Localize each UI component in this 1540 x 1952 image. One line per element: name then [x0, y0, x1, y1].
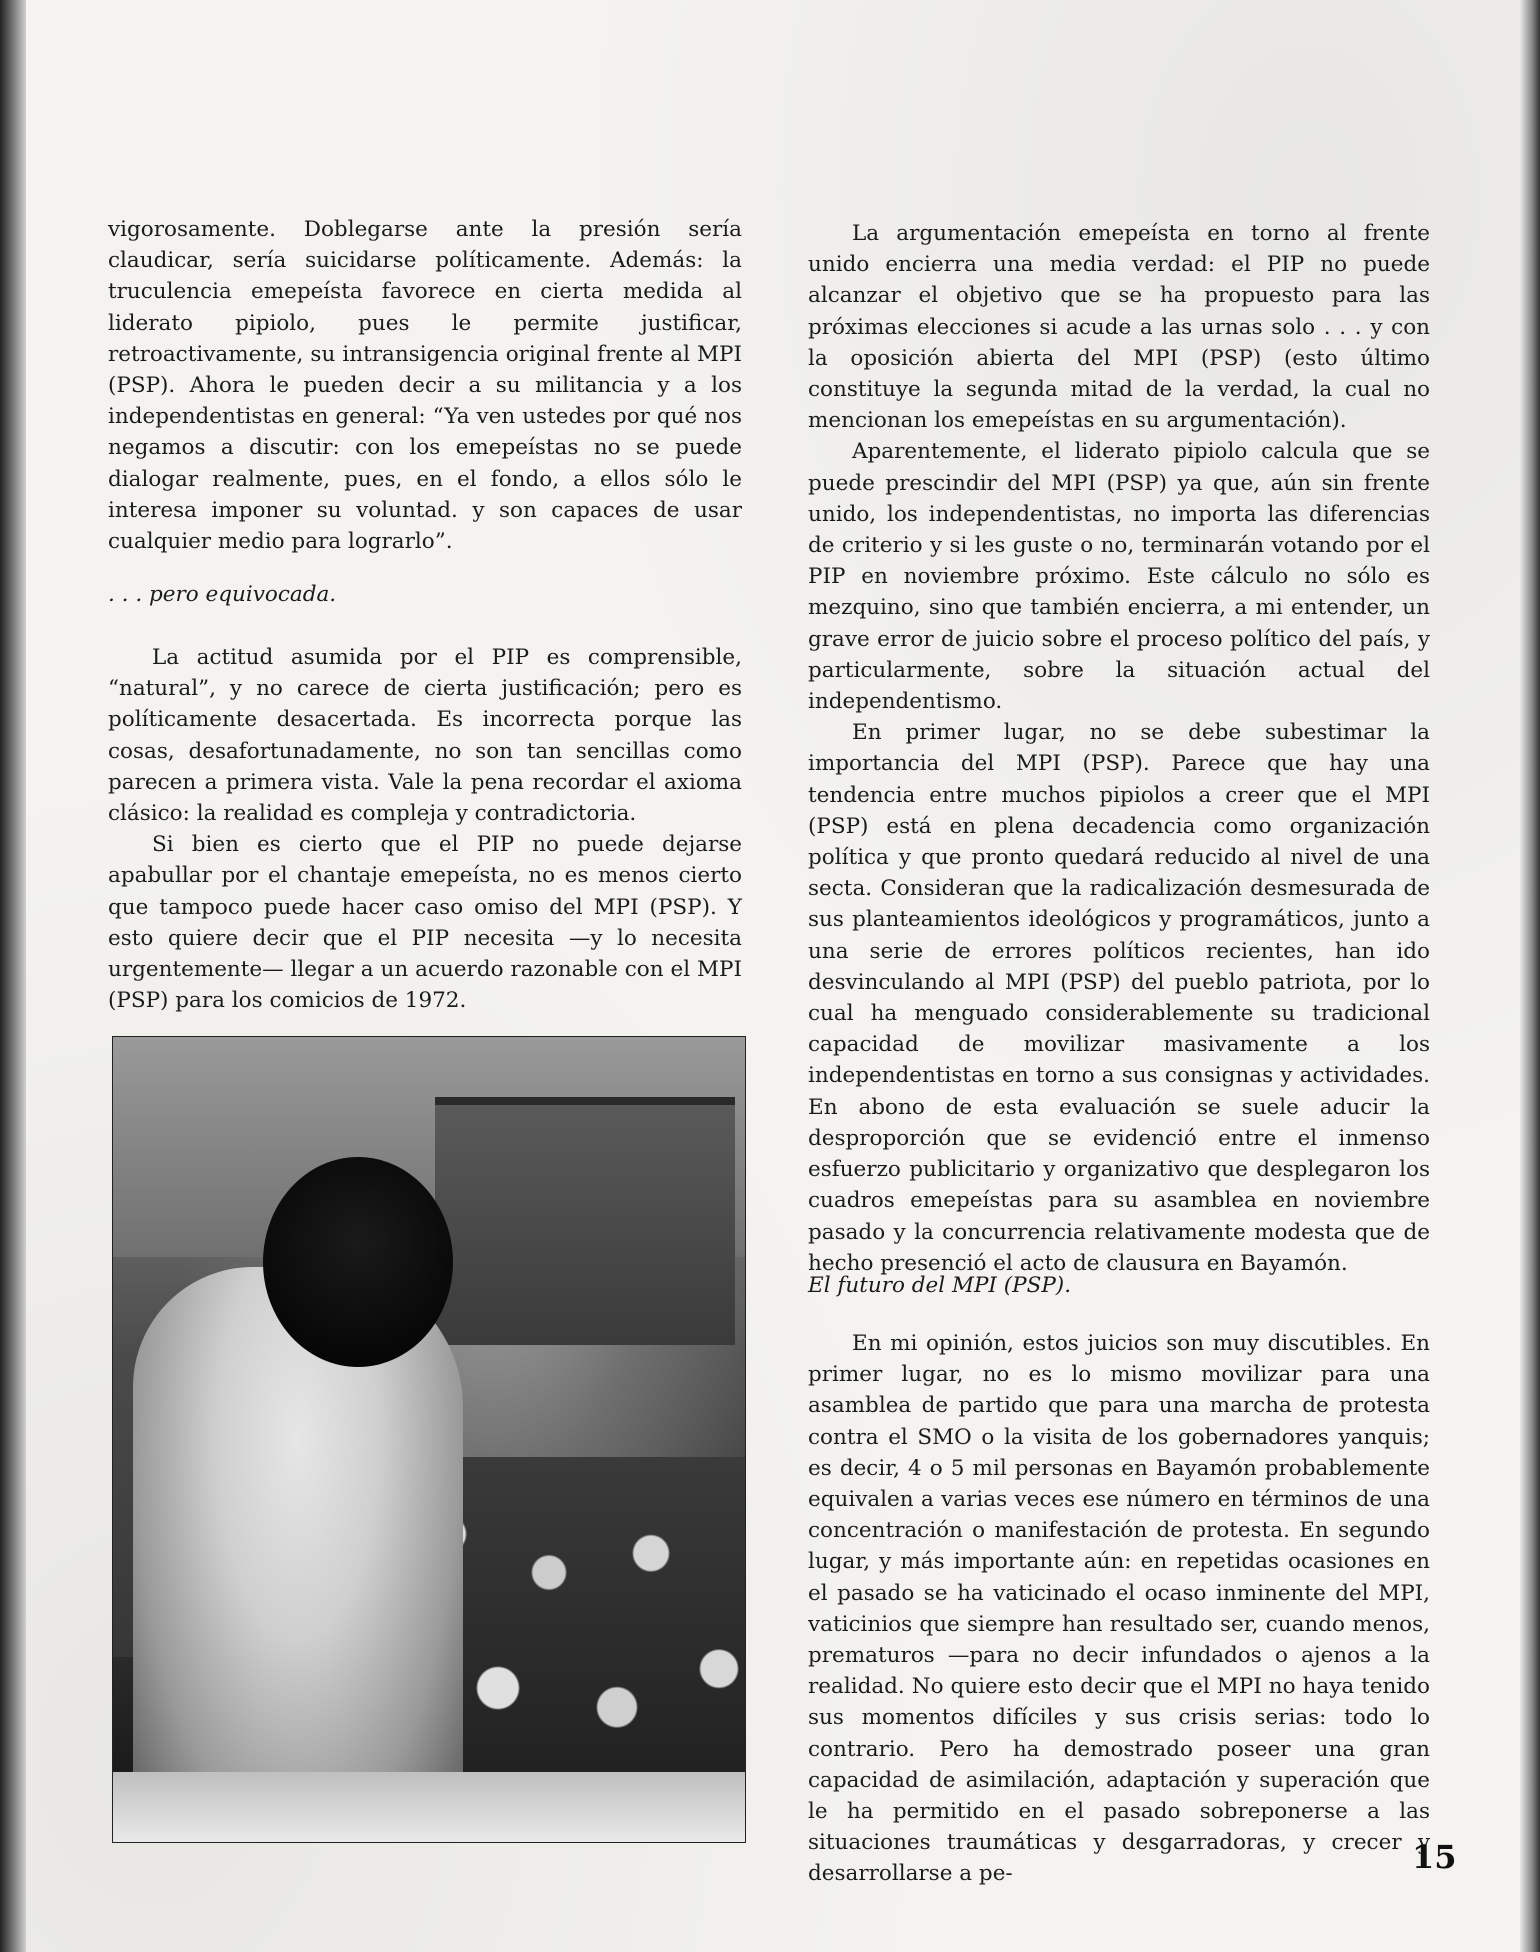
left-paragraph-3: Si bien es cierto que el PIP no puede dejarse apabullar por el chantaje emepeísta, no es menos cierto que tampoco puede hacer caso omiso del MPI (PSP). Y esto quiere decir que el PIP necesita —y lo necesita urgentemente— llegar a un acuerdo razonable con el MPI (PSP) para los comicios de 1972.	[108, 832, 742, 1014]
left-paragraph-2: La actitud asumida por el PIP es comprensible, “natural”, y no carece de cierta justificación; pero es políticamente desacertada. Es incorrecta porque las cosas, desafortunadamente, no son tan sencillas como parecen a primera vista. Vale la pena recordar el axioma clásico: la realidad es compleja y contradictoria.	[108, 645, 742, 827]
left-column	[108, 214, 742, 557]
left-paragraph-1: vigorosamente. Doblegarse ante la presión sería claudicar, sería suicidarse políticamente. Además: la truculencia emepeísta favorece en cierta medida al liderato pipiolo, pues le permite justificar, retroactivamente, su intransigencia original frente al MPI (PSP). Ahora le pueden decir a su militancia y a los independentistas en general: “Ya ven ustedes por qué nos negamos a discutir: con los emepeístas no se puede dialogar realmente, pues, en el fondo, a ellos sólo le interesa imponer su voluntad. y son capaces de usar cualquier medio para lograrlo”.	[108, 217, 742, 555]
photo-speaker	[133, 1267, 463, 1842]
photo-speaker-head	[263, 1157, 453, 1367]
left-column-continued	[108, 642, 742, 1016]
right-paragraph-4: En mi opinión, estos juicios son muy discutibles. En primer lugar, no es lo mismo movilizar para una asamblea de partido que para una marcha de protesta contra el SMO o la visita de los gobernadores yanquis; es decir, 4 o 5 mil personas en Bayamón probablemente equivalen a varias veces ese número en términos de una concentración o manifestación de protesta. En segundo lugar, y más importante aún: en repetidas ocasiones en el pasado se ha vaticinado el ocaso inminente del MPI, vaticinios que siempre han resultado ser, cuando menos, prematuros —para no decir infundados o ajenos a la realidad. No quiere esto decir que el MPI no haya tenido sus momentos difíciles y sus crisis serias: todo lo contrario. Pero ha demostrado poseer una gran capacidad de asimilación, adaptación y superación que le ha permitido en el pasado sobreponerse a las situaciones traumáticas y desgarradoras, y crecer y desarrollarse a pe-	[808, 1331, 1430, 1887]
subhead-el-futuro: El futuro del MPI (PSP).	[808, 1273, 1072, 1298]
right-column	[808, 218, 1430, 1279]
photo-banner	[113, 1772, 745, 1842]
scan-edge-left	[0, 0, 26, 1952]
subhead-pero-equivocada: . . . pero equivocada.	[108, 582, 337, 607]
photo-building	[435, 1097, 735, 1345]
page-number: 15	[1412, 1838, 1457, 1876]
scan-edge-right	[1520, 0, 1540, 1952]
right-paragraph-2: Aparentemente, el liderato pipiolo calcula que se puede prescindir del MPI (PSP) ya que, aún sin frente unido, los independentistas, no importa las diferencias de criterio y si les guste o no, terminarán votando por el PIP en noviembre próximo. Este cálculo no sólo es mezquino, sino que también encierra, a mi entender, un grave error de juicio sobre el proceso político del país, y particularmente, sobre la situación actual del independentismo.	[808, 439, 1430, 715]
right-paragraph-3: En primer lugar, no se debe subestimar la importancia del MPI (PSP). Parece que hay una tendencia entre muchos pipiolos a creer que el MPI (PSP) está en plena decadencia como organización política y que pronto quedará reducido al nivel de una secta. Consideran que la radicalización desmesurada de sus planteamientos ideológicos y programáticos, junto a una serie de errores políticos recientes, han ido desvinculando al MPI (PSP) del pueblo patriota, por lo cual ha menguado considerablemente su tradicional capacidad de movilizar masivamente a los independentistas en torno a sus consignas y actividades. En abono de esta evaluación se suele aducir la desproporción que se evidenció entre el inmenso esfuerzo publicitario y organizativo que desplegaron los cuadros emepeístas para su asamblea en noviembre pasado y la concurrencia relativamente modesta que de hecho presenció el acto de clausura en Bayamón.	[808, 720, 1430, 1276]
rally-photo	[112, 1036, 746, 1843]
right-paragraph-1: La argumentación emepeísta en torno al frente unido encierra una media verdad: el PIP no puede alcanzar el objetivo que se ha propuesto para las próximas elecciones si acude a las urnas solo . . . y con la oposición abierta del MPI (PSP) (esto último constituye la segunda mitad de la verdad, la cual no mencionan los emepeístas en su argumentación).	[808, 221, 1430, 434]
right-column-continued	[808, 1328, 1430, 1890]
